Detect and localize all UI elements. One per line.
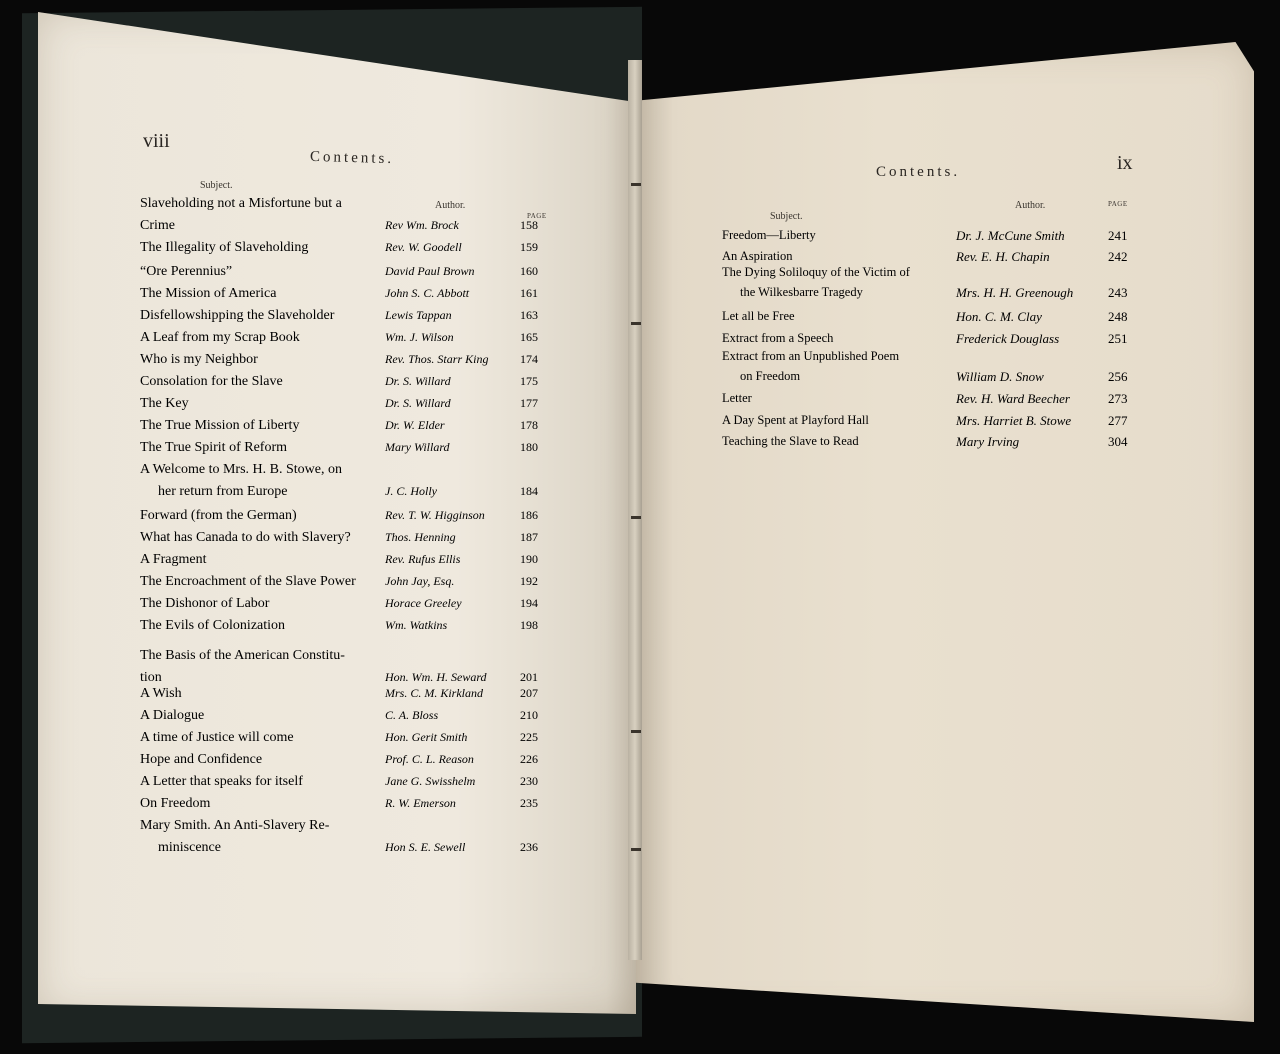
toc-entry-page: 235 <box>520 796 538 810</box>
toc-entry-author: Wm. J. Wilson <box>385 330 454 344</box>
toc-entry-page: 187 <box>520 530 538 544</box>
right-subject-label: Subject. <box>770 211 803 222</box>
toc-entry-author: Rev Wm. Brock <box>385 218 459 232</box>
toc-entry-author: Hon. Gerit Smith <box>385 730 468 744</box>
toc-entry-subject: A time of Justice will come <box>140 730 294 745</box>
toc-entry-author: Prof. C. L. Reason <box>385 752 474 766</box>
toc-entry-page: 236 <box>520 840 538 854</box>
toc-entry-subject: The Key <box>140 396 189 411</box>
toc-entry-subject: The Dying Soliloquy of the Victim of <box>722 265 910 279</box>
toc-entry-page: 273 <box>1108 391 1128 406</box>
toc-entry-subject: Letter <box>722 391 752 405</box>
toc-entry-subject: the Wilkesbarre Tragedy <box>740 285 863 299</box>
toc-entry-subject: On Freedom <box>140 796 211 811</box>
toc-entry-page: 241 <box>1108 228 1128 243</box>
toc-entry-author: Rev. E. H. Chapin <box>956 249 1050 264</box>
toc-entry-subject: A Fragment <box>140 552 207 567</box>
left-page-heading: Contents. <box>309 148 395 168</box>
toc-entry-author: William D. Snow <box>956 369 1044 384</box>
toc-entry-author: Dr. J. McCune Smith <box>956 228 1065 243</box>
toc-entry-author: Jane G. Swisshelm <box>385 774 476 788</box>
right-page-label: PAGE <box>1108 200 1128 208</box>
toc-entry-author: John S. C. Abbott <box>385 286 470 300</box>
toc-entry-subject: The Dishonor of Labor <box>140 596 270 611</box>
toc-entry-page: 190 <box>520 552 538 566</box>
binding-stitch <box>631 322 641 325</box>
toc-entry-page: 192 <box>520 574 538 588</box>
toc-entry-subject: A Letter that speaks for itself <box>140 774 303 789</box>
toc-entry-subject: A Welcome to Mrs. H. B. Stowe, on <box>140 462 342 477</box>
toc-entry-page: 277 <box>1108 413 1128 428</box>
toc-entry-page: 194 <box>520 596 538 610</box>
toc-entry-page: 198 <box>520 618 538 632</box>
book-gutter <box>628 60 642 960</box>
toc-entry-author: Rev. W. Goodell <box>385 240 462 254</box>
toc-entry-author: John Jay, Esq. <box>385 574 455 588</box>
toc-entry-author: Horace Greeley <box>385 596 462 610</box>
toc-entry-page: 165 <box>520 330 538 344</box>
toc-entry-page: 184 <box>520 484 538 498</box>
toc-entry-subject: The True Mission of Liberty <box>140 418 300 433</box>
right-page-number: ix <box>1117 152 1133 174</box>
right-page-heading: Contents. <box>876 164 961 180</box>
toc-entry-author: Hon S. E. Sewell <box>385 840 466 854</box>
toc-entry-author: Wm. Watkins <box>385 618 448 632</box>
toc-entry-page: 248 <box>1108 309 1128 324</box>
toc-entry-author: C. A. Bloss <box>385 708 439 722</box>
toc-entry-page: 256 <box>1108 369 1128 384</box>
toc-entry-author: David Paul Brown <box>385 264 475 278</box>
toc-entry-subject: miniscence <box>158 840 221 855</box>
binding-stitch <box>631 730 641 733</box>
toc-entry-subject: Disfellowshipping the Slaveholder <box>140 308 335 323</box>
toc-entry-subject: The Illegality of Slaveholding <box>140 240 309 255</box>
toc-entry-subject: her return from Europe <box>158 484 288 499</box>
toc-entry-subject: Mary Smith. An Anti-Slavery Re- <box>140 818 330 833</box>
toc-entry-subject: “Ore Perennius” <box>140 264 233 279</box>
toc-entry-page: 158 <box>520 218 538 232</box>
toc-entry-author: Rev. H. Ward Beecher <box>956 391 1070 406</box>
toc-entry-subject: Crime <box>140 218 175 233</box>
right-page <box>636 42 1254 1022</box>
toc-entry-page: 201 <box>520 670 538 684</box>
toc-entry-author: Hon. Wm. H. Seward <box>385 670 487 684</box>
toc-entry-page: 304 <box>1108 434 1128 449</box>
toc-entry-author: Rev. T. W. Higginson <box>385 508 485 522</box>
left-page-label: PAGE <box>527 212 547 220</box>
toc-entry-subject: Let all be Free <box>722 309 795 323</box>
toc-entry-author: Dr. W. Elder <box>385 418 445 432</box>
toc-entry-author: Lewis Tappan <box>385 308 452 322</box>
toc-entry-author: Mrs. Harriet B. Stowe <box>956 413 1072 428</box>
toc-entry-subject: A Dialogue <box>140 708 205 723</box>
toc-entry-subject: The True Spirit of Reform <box>140 440 287 455</box>
toc-entry-subject: Freedom—Liberty <box>722 228 816 242</box>
toc-entry-subject: Extract from an Unpublished Poem <box>722 349 900 363</box>
toc-entry-author: Mary Irving <box>956 434 1020 449</box>
toc-entry-subject: The Basis of the American Constitu- <box>140 648 345 663</box>
toc-entry-page: 186 <box>520 508 538 522</box>
toc-entry-author: Mrs. C. M. Kirkland <box>385 686 484 700</box>
toc-entry-subject: Who is my Neighbor <box>140 352 258 367</box>
left-page-number: viii <box>143 130 170 152</box>
toc-entry-page: 207 <box>520 686 538 700</box>
toc-entry-page: 210 <box>520 708 538 722</box>
toc-entry-subject: Consolation for the Slave <box>140 374 283 389</box>
toc-entry-subject: A Day Spent at Playford Hall <box>722 413 869 427</box>
toc-entry-page: 159 <box>520 240 538 254</box>
toc-entry-page: 180 <box>520 440 538 454</box>
toc-entry-subject: An Aspiration <box>722 249 793 263</box>
toc-entry-page: 163 <box>520 308 538 322</box>
toc-entry-page: 177 <box>520 396 538 410</box>
toc-entry-subject: Forward (from the German) <box>140 508 297 523</box>
left-author-label: Author. <box>435 200 466 211</box>
toc-entry-subject: The Evils of Colonization <box>140 618 286 633</box>
toc-entry-subject: on Freedom <box>740 369 801 383</box>
toc-entry-subject: tion <box>140 670 162 685</box>
binding-stitch <box>631 848 641 851</box>
toc-entry-page: 242 <box>1108 249 1128 264</box>
toc-entry-subject: The Encroachment of the Slave Power <box>140 574 356 589</box>
toc-entry-author: Frederick Douglass <box>956 331 1060 346</box>
toc-entry-author: J. C. Holly <box>385 484 437 498</box>
toc-entry-page: 226 <box>520 752 538 766</box>
binding-stitch <box>631 183 641 186</box>
toc-entry-page: 225 <box>520 730 538 744</box>
toc-entry-subject: Extract from a Speech <box>722 331 834 345</box>
toc-entry-subject: A Leaf from my Scrap Book <box>140 330 300 345</box>
left-subject-label: Subject. <box>200 180 233 191</box>
toc-entry-author: Rev. Rufus Ellis <box>385 552 461 566</box>
toc-entry-page: 230 <box>520 774 538 788</box>
toc-entry-subject: Teaching the Slave to Read <box>722 434 859 448</box>
toc-entry-author: Dr. S. Willard <box>385 396 451 410</box>
toc-entry-subject: A Wish <box>140 686 182 701</box>
right-author-label: Author. <box>1015 200 1046 211</box>
toc-entry-page: 178 <box>520 418 538 432</box>
toc-entry-author: Rev. Thos. Starr King <box>385 352 489 366</box>
toc-entry-page: 161 <box>520 286 538 300</box>
toc-entry-author: Mary Willard <box>385 440 450 454</box>
toc-entry-page: 243 <box>1108 285 1128 300</box>
toc-entry-subject: Hope and Confidence <box>140 752 263 767</box>
toc-entry-page: 174 <box>520 352 538 366</box>
toc-entry-author: Hon. C. M. Clay <box>956 309 1042 324</box>
toc-entry-author: Dr. S. Willard <box>385 374 451 388</box>
toc-entry-page: 160 <box>520 264 538 278</box>
toc-entry-page: 251 <box>1108 331 1128 346</box>
toc-entry-subject: The Mission of America <box>140 286 277 301</box>
toc-entry-subject: What has Canada to do with Slavery? <box>140 530 351 545</box>
toc-entry-author: Mrs. H. H. Greenough <box>956 285 1074 300</box>
toc-entry-page: 175 <box>520 374 538 388</box>
toc-entry-subject: Slaveholding not a Misfortune but a <box>140 196 342 211</box>
toc-entry-author: Thos. Henning <box>385 530 456 544</box>
toc-entry-author: R. W. Emerson <box>385 796 456 810</box>
binding-stitch <box>631 516 641 519</box>
